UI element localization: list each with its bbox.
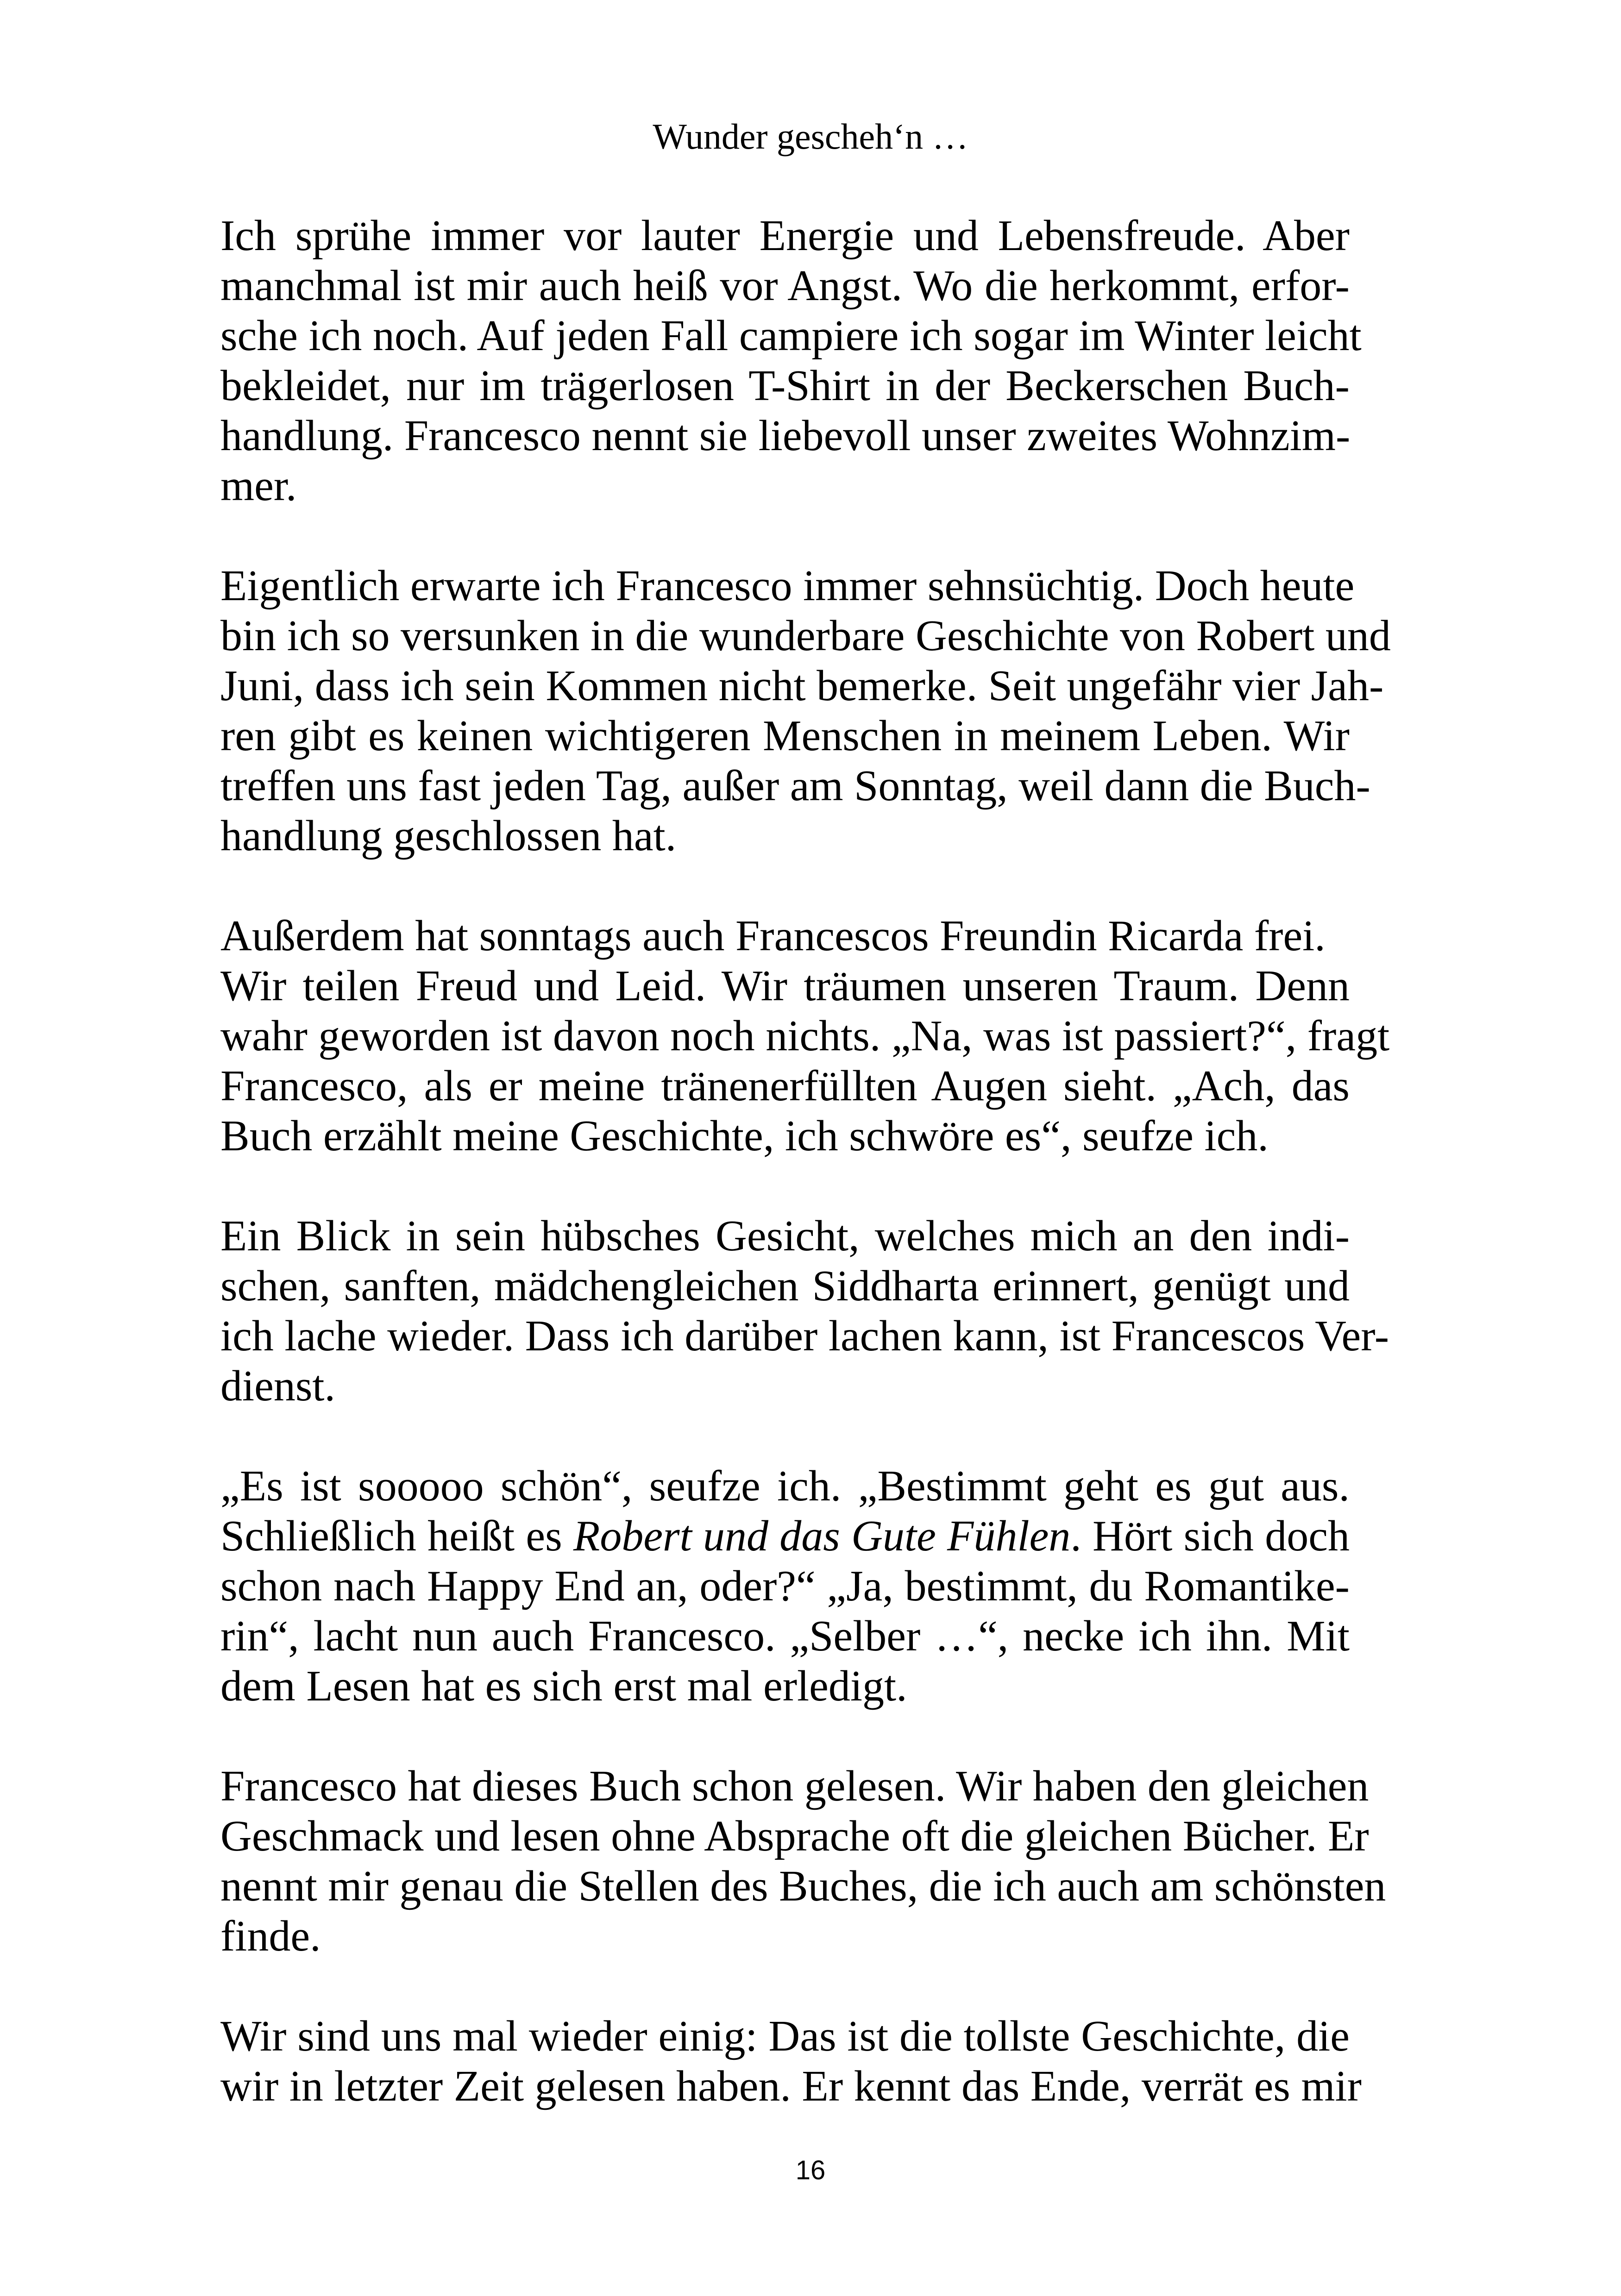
text-line: Eigentlich erwarte ich Francesco immer sehnsüchtig. Doch heute <box>220 562 1355 610</box>
text-segment: . Hört sich doch <box>1070 1512 1350 1560</box>
text-line: handlung. Francesco nennt sie liebevoll unser zweites Wohnzim- <box>220 412 1351 460</box>
text-line: schen, sanften, mädchengleichen Siddharta erinnert, genügt und <box>220 1262 1350 1310</box>
text-segment: Schließlich heißt es <box>220 1512 573 1560</box>
paragraph <box>220 1461 1350 1711</box>
text-line: ich lache wieder. Dass ich darüber lachen kann, ist Francescos Ver- <box>220 1312 1389 1360</box>
text-line: treffen uns fast jeden Tag, außer am Sonntag, weil dann die Buch- <box>220 762 1370 810</box>
text-line: dem Lesen hat es sich erst mal erledigt. <box>220 1662 907 1710</box>
text-line: wir in letzter Zeit gelesen haben. Er kennt das Ende, verrät es mir <box>220 2062 1362 2110</box>
text-line: finde. <box>220 1912 321 1960</box>
paragraph <box>220 911 1390 1161</box>
text-line: manchmal ist mir auch heiß vor Angst. Wo die herkommt, erfor- <box>220 262 1350 310</box>
text-line: Francesco, als er meine tränenerfüllten Augen sieht. „Ach, das <box>220 1062 1350 1110</box>
text-line: „Es ist sooooo schön“, seufze ich. „Bestimmt geht es gut aus. <box>220 1462 1350 1510</box>
text-line: ren gibt es keinen wichtigeren Menschen in meinem Leben. Wir <box>220 712 1350 760</box>
text-line: dienst. <box>220 1362 336 1410</box>
text-line <box>220 1511 1350 1561</box>
text-line: Wir teilen Freud und Leid. Wir träumen unseren Traum. Denn <box>220 962 1350 1010</box>
paragraph <box>220 211 1362 511</box>
paragraph <box>220 1211 1389 1411</box>
text-line: Buch erzählt meine Geschichte, ich schwöre es“, seufze ich. <box>220 1112 1269 1160</box>
text-line: bekleidet, nur im trägerlosen T-Shirt in der Beckerschen Buch- <box>220 362 1350 410</box>
text-line: Juni, dass ich sein Kommen nicht bemerke. Seit ungefähr vier Jah- <box>220 662 1384 710</box>
text-line: Außerdem hat sonntags auch Francescos Freundin Ricarda frei. <box>220 912 1326 960</box>
paragraph <box>220 2011 1362 2111</box>
text-line: Ich sprühe immer vor lauter Energie und Lebensfreude. Aber <box>220 212 1350 260</box>
running-header: Wunder gescheh‘n … <box>653 116 968 157</box>
text-line: sche ich noch. Auf jeden Fall campiere ich sogar im Winter leicht <box>220 312 1362 360</box>
text-line: Ein Blick in sein hübsches Gesicht, welches mich an den indi- <box>220 1212 1350 1260</box>
text-line: mer. <box>220 462 297 510</box>
page-number: 16 <box>795 2155 826 2185</box>
text-line: schon nach Happy End an, oder?“ „Ja, bestimmt, du Romantike- <box>220 1562 1350 1610</box>
paragraph <box>220 1761 1386 1961</box>
body-text <box>220 211 1391 2111</box>
text-line: Wir sind uns mal wieder einig: Das ist die tollste Geschichte, die <box>220 2012 1350 2060</box>
text-line: Geschmack und lesen ohne Absprache oft die gleichen Bücher. Er <box>220 1812 1369 1860</box>
book-title: Robert und das Gute Fühlen <box>573 1512 1071 1560</box>
text-line: Francesco hat dieses Buch schon gelesen. Wir haben den gleichen <box>220 1762 1369 1810</box>
text-line: nennt mir genau die Stellen des Buches, die ich auch am schönsten <box>220 1862 1386 1910</box>
paragraph <box>220 561 1391 861</box>
text-line: wahr geworden ist davon noch nichts. „Na, was ist passiert?“, fragt <box>220 1012 1390 1060</box>
text-line: rin“, lacht nun auch Francesco. „Selber …“, necke ich ihn. Mit <box>220 1612 1350 1660</box>
text-line: handlung geschlossen hat. <box>220 812 677 860</box>
text-line: bin ich so versunken in die wunderbare Geschichte von Robert und <box>220 612 1391 660</box>
